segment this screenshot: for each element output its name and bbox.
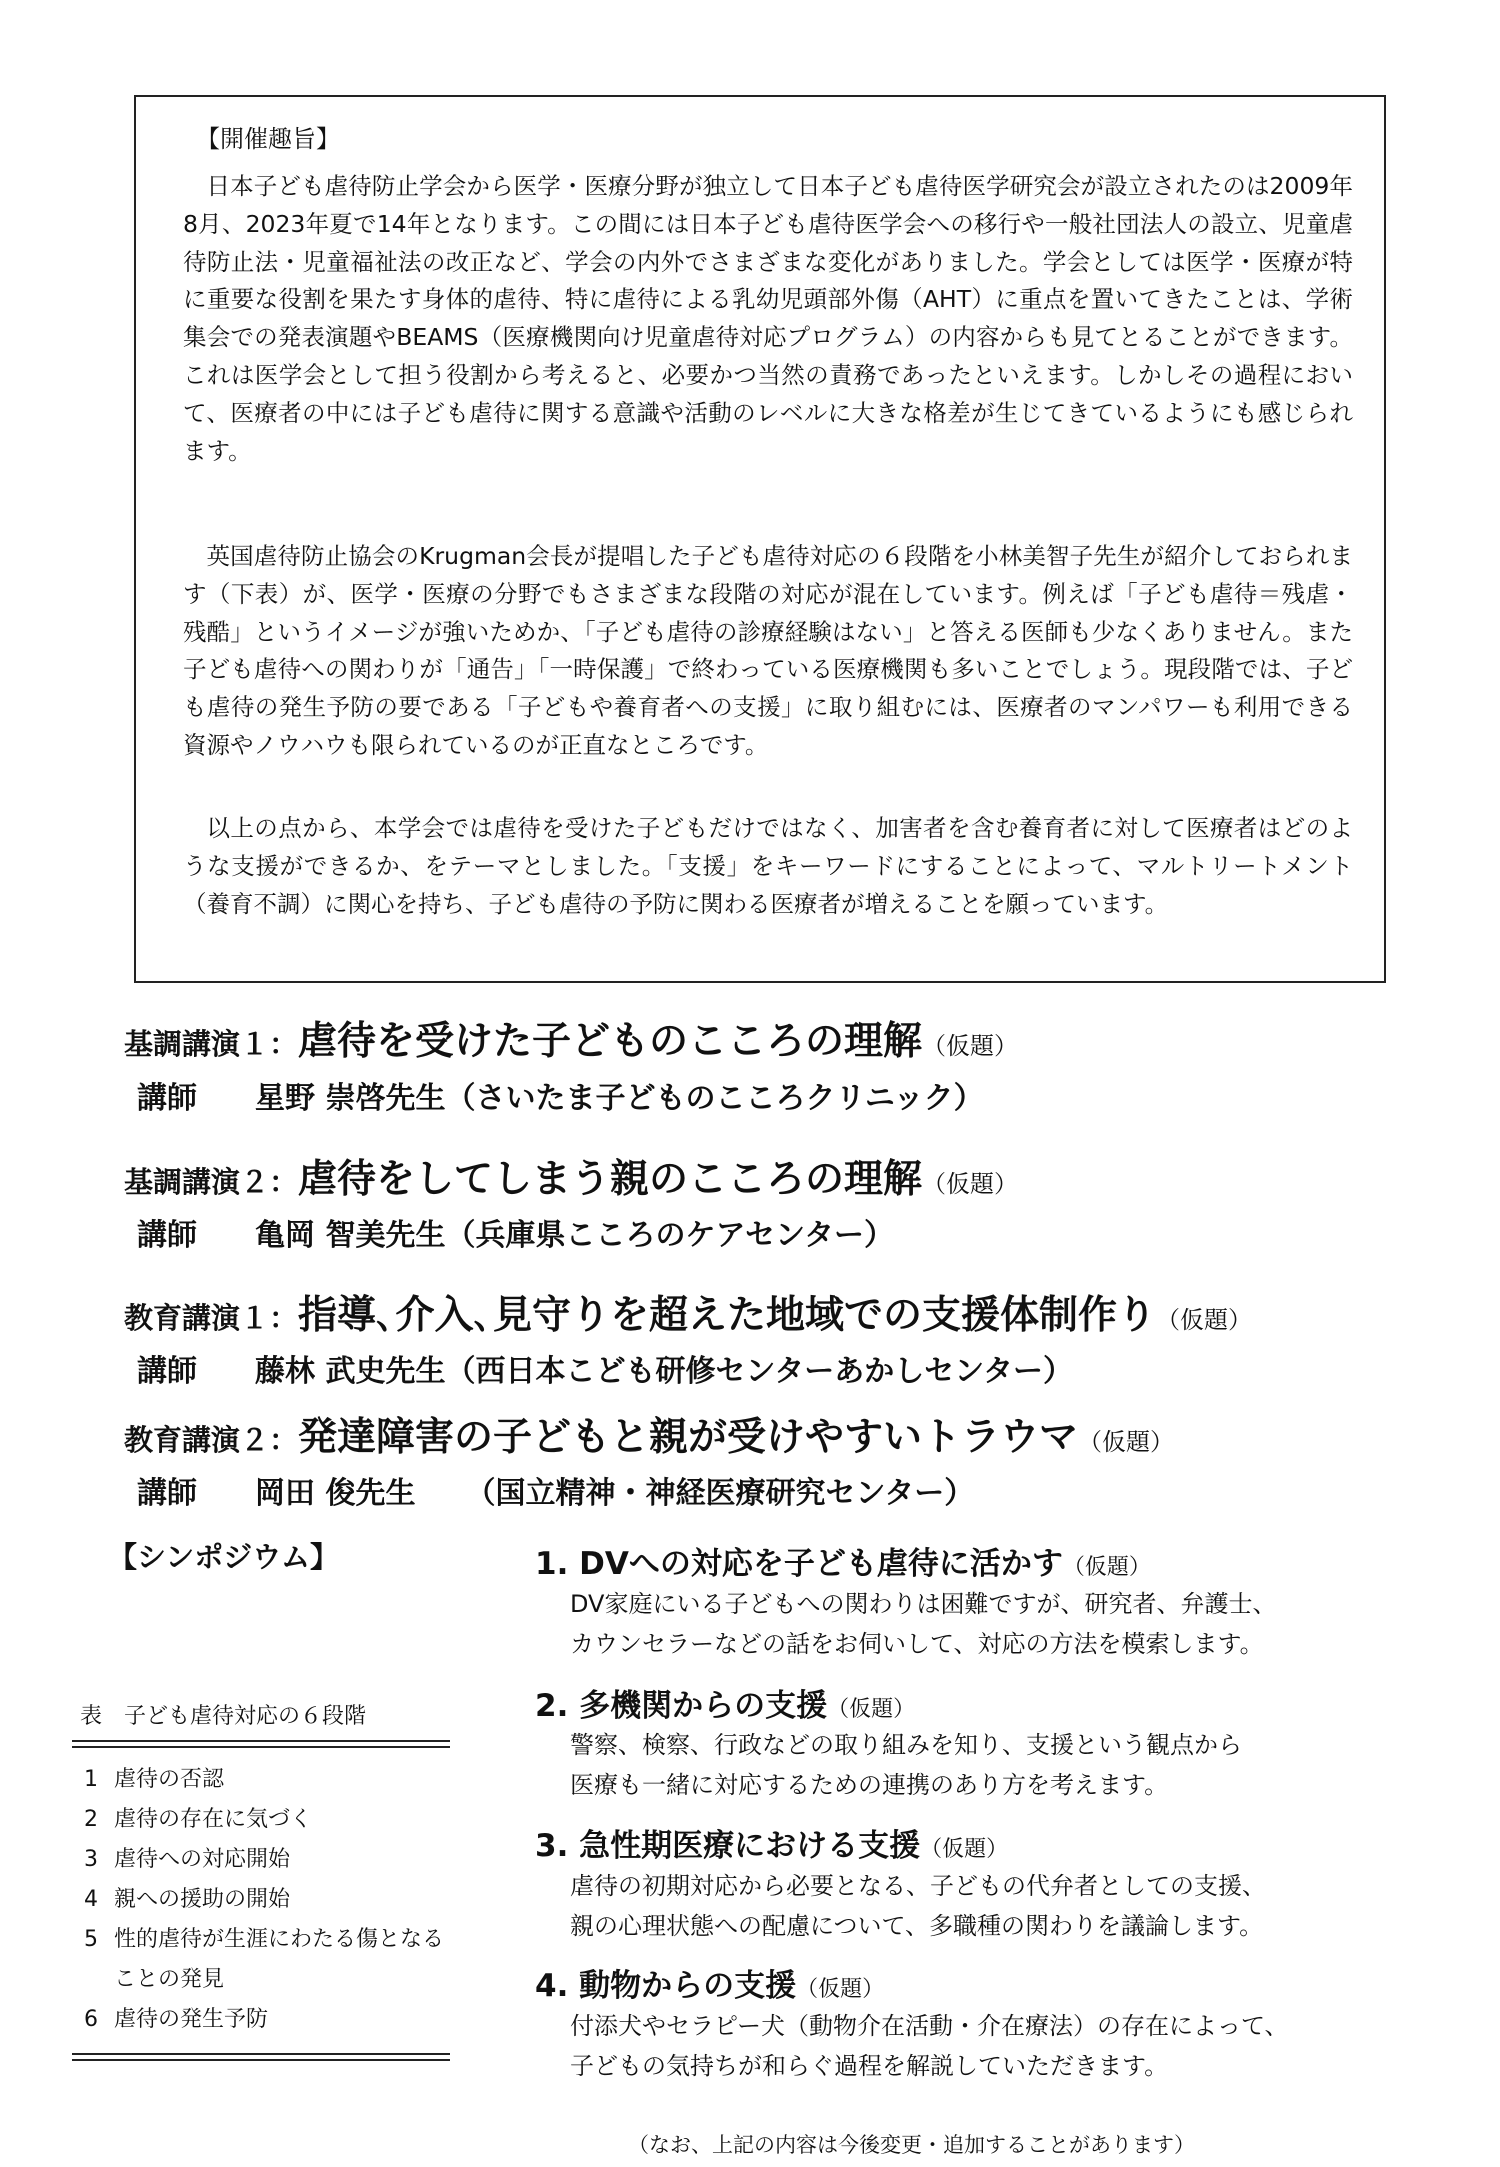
lecture-3-affiliation: （西日本こども研修センターあかしセンター） (445, 1354, 1074, 1389)
symposium-item-1-title-row (535, 1538, 1151, 1583)
stages-table-list (84, 1760, 444, 2040)
stage-number: 6 (84, 2007, 98, 2032)
symposium-item-1-desc-1: DV家庭にいる子どもへの関わりは困難ですが、研究者、弁護士、 (570, 1590, 1277, 1618)
lecture-3-title-row (124, 1284, 1252, 1340)
lecture-3-role: 講師 (137, 1354, 197, 1389)
symposium-item-3-title-row (535, 1820, 1008, 1865)
symposium-item-4-desc-1: 付添犬やセラピー犬（動物介在活動・介在療法）の存在によって、 (570, 2012, 1289, 2040)
lecture-4-label: 教育講演２： (124, 1423, 299, 1457)
lecture-1-title: 虐待を受けた子どものこころの理解 (298, 1019, 923, 1064)
symposium-item-1-tentative: （仮題） (1062, 1555, 1151, 1580)
lecture-4-role: 講師 (137, 1476, 197, 1511)
lecture-2-speaker: 亀岡 智美先生 (255, 1218, 446, 1253)
symposium-item-4-desc-2: 子どもの気持ちが和らぐ過程を解説していただきます。 (570, 2052, 1169, 2080)
symposium-item-2-tentative: （仮題） (827, 1697, 916, 1722)
lecture-3-tentative: （仮題） (1156, 1306, 1253, 1334)
lecture-1-speaker: 星野 崇啓先生 (255, 1081, 446, 1116)
lecture-2-label: 基調講演２： (124, 1165, 299, 1199)
symposium-item-3-tentative: （仮題） (920, 1837, 1009, 1862)
lecture-4-title: 発達障害の子どもと親が受けやすいトラウマ (298, 1415, 1079, 1460)
lecture-1-title-row (124, 1010, 1018, 1066)
stage-text: 虐待への対応開始 (114, 1847, 291, 1872)
symposium-heading: 【シンポジウム】 (108, 1540, 339, 1574)
symposium-item-3-desc-2: 親の心理状態への配慮について、多職種の関わりを議論します。 (570, 1912, 1264, 1940)
stages-table-top-rule-2 (72, 1746, 450, 1748)
lecture-4-speaker: 岡田 俊先生 (255, 1476, 416, 1511)
stage-number: 2 (84, 1807, 98, 1832)
symposium-item-2-title-row (535, 1680, 915, 1725)
stages-table-row (84, 1920, 444, 2000)
lecture-1-tentative: （仮題） (922, 1032, 1019, 1060)
symposium-item-2-desc-2: 医療も一緒に対応するための連携のあり方を考えます。 (570, 1771, 1169, 1799)
symposium-item-1-title: 1. DVへの対応を子ども虐待に活かす (535, 1546, 1063, 1582)
stages-table-caption: 表 子ども虐待対応の６段階 (80, 1704, 367, 1729)
lecture-4-tentative: （仮題） (1078, 1428, 1175, 1456)
purpose-paragraph-2: 英国虐待防止協会のKrugman会長が提唱した子ども虐待対応の６段階を小林美智子先生が紹介しておられます（下表）が、医学・医療の分野でもさまざまな段階の対応が混在しています。例えば「子ども虐待＝残虐・残酷」というイメージが強いためか、「子ども虐待の診療経験はない」と答える医師も少なくありません。また子ども虐待への関わりが「通告」「一時保護」で終わっている医療機関も多いことでしょう。現段階では、子ども虐待の発生予防の要である「子どもや養育者への支援」に取り組むには、医療者のマンパワーも利用できる資源やノウハウも限られているのが正直なところです。 (183, 542, 1353, 759)
stages-table-row (84, 1760, 444, 1800)
lecture-3-speaker-row (137, 1346, 1073, 1390)
stage-number: 3 (84, 1847, 98, 1872)
change-notice: （なお、上記の内容は今後変更・追加することがあります） (628, 2133, 1195, 2157)
lecture-1-label: 基調講演１： (124, 1027, 299, 1061)
stages-table-bottom-rule-2 (72, 2059, 450, 2061)
lecture-3-label: 教育講演１： (124, 1301, 299, 1335)
lecture-1-affiliation: （さいたま子どものこころクリニック） (445, 1081, 984, 1116)
lecture-2-title: 虐待をしてしまう親のこころの理解 (298, 1157, 923, 1202)
purpose-heading: 【開催趣旨】 (196, 125, 340, 153)
lecture-1-role: 講師 (137, 1081, 197, 1116)
symposium-item-4-tentative: （仮題） (796, 1977, 885, 2002)
stage-text: 虐待の存在に気づく (114, 1807, 313, 1832)
stage-text: 虐待の否認 (114, 1767, 225, 1792)
symposium-item-2-title: 2. 多機関からの支援 (535, 1688, 828, 1724)
lecture-2-role: 講師 (137, 1218, 197, 1253)
stage-text: 虐待の発生予防 (114, 2007, 269, 2032)
lecture-2-speaker-row (137, 1210, 894, 1254)
purpose-paragraph-1: 日本子ども虐待防止学会から医学・医療分野が独立して日本子ども虐待医学研究会が設立されたのは2009年8月、2023年夏で14年となります。この間には日本子ども虐待医学会への移行や一般社団法人の設立、児童虐待防止法・児童福祉法の改正など、学会の内外でさまざまな変化がありました。学会としては医学・医療が特に重要な役割を果たす身体的虐待、特に虐待による乳幼児頭部外傷（AHT）に重点を置いてきたことは、学術集会での発表演題やBEAMS（医療機関向け児童虐待対応プログラム）の内容からも見てとることができます。これは医学会として担う役割から考えると、必要かつ当然の責務であったといえます。しかしその過程において、医療者の中には子ども虐待に関する意識や活動のレベルに大きな格差が生じてきているようにも感じられます。 (183, 172, 1353, 465)
symposium-item-4-title-row (535, 1960, 884, 2005)
stage-text: 親への援助の開始 (114, 1887, 291, 1912)
lecture-3-speaker: 藤林 武史先生 (255, 1354, 446, 1389)
stages-table-bottom-rule (72, 2053, 450, 2055)
stages-table-top-rule (72, 1740, 450, 1742)
symposium-item-2-desc-1: 警察、検察、行政などの取り組みを知り、支援という観点から (570, 1731, 1242, 1759)
purpose-paragraph-3: 以上の点から、本学会では虐待を受けた子どもだけではなく、加害者を含む養育者に対して医療者はどのような支援ができるか、をテーマとしました。「支援」をキーワードにすることによって、マルトリートメント（養育不調）に関心を持ち、子ども虐待の予防に関わる医療者が増えることを願っています。 (183, 814, 1353, 918)
stages-table-row (84, 1800, 444, 1840)
lecture-3-title: 指導､介入､見守りを超えた地域での支援体制作り (298, 1293, 1157, 1338)
stage-text: 性的虐待が生涯にわたる傷となることの発見 (114, 1927, 445, 1992)
lecture-4-speaker-row (137, 1468, 974, 1512)
lecture-2-title-row (124, 1148, 1018, 1204)
lecture-2-tentative: （仮題） (922, 1170, 1019, 1198)
symposium-item-4-title: 4. 動物からの支援 (535, 1968, 797, 2004)
lecture-4-title-row (124, 1406, 1174, 1462)
symposium-item-3-title: 3. 急性期医療における支援 (535, 1828, 921, 1864)
lecture-1-speaker-row (137, 1073, 984, 1117)
lecture-2-affiliation: （兵庫県こころのケアセンター） (445, 1218, 894, 1253)
lecture-4-affiliation: （国立精神・神経医療研究センター） (465, 1476, 975, 1511)
stage-number: 5 (84, 1927, 98, 1952)
stage-number: 4 (84, 1887, 98, 1912)
symposium-item-1-desc-2: カウンセラーなどの話をお伺いして、対応の方法を模索します。 (570, 1630, 1264, 1658)
stages-table-row (84, 1840, 444, 1880)
stage-number: 1 (84, 1767, 98, 1792)
symposium-item-3-desc-1: 虐待の初期対応から必要となる、子どもの代弁者としての支援、 (570, 1872, 1266, 1900)
stages-table-row (84, 2000, 444, 2040)
stages-table-row (84, 1880, 444, 1920)
